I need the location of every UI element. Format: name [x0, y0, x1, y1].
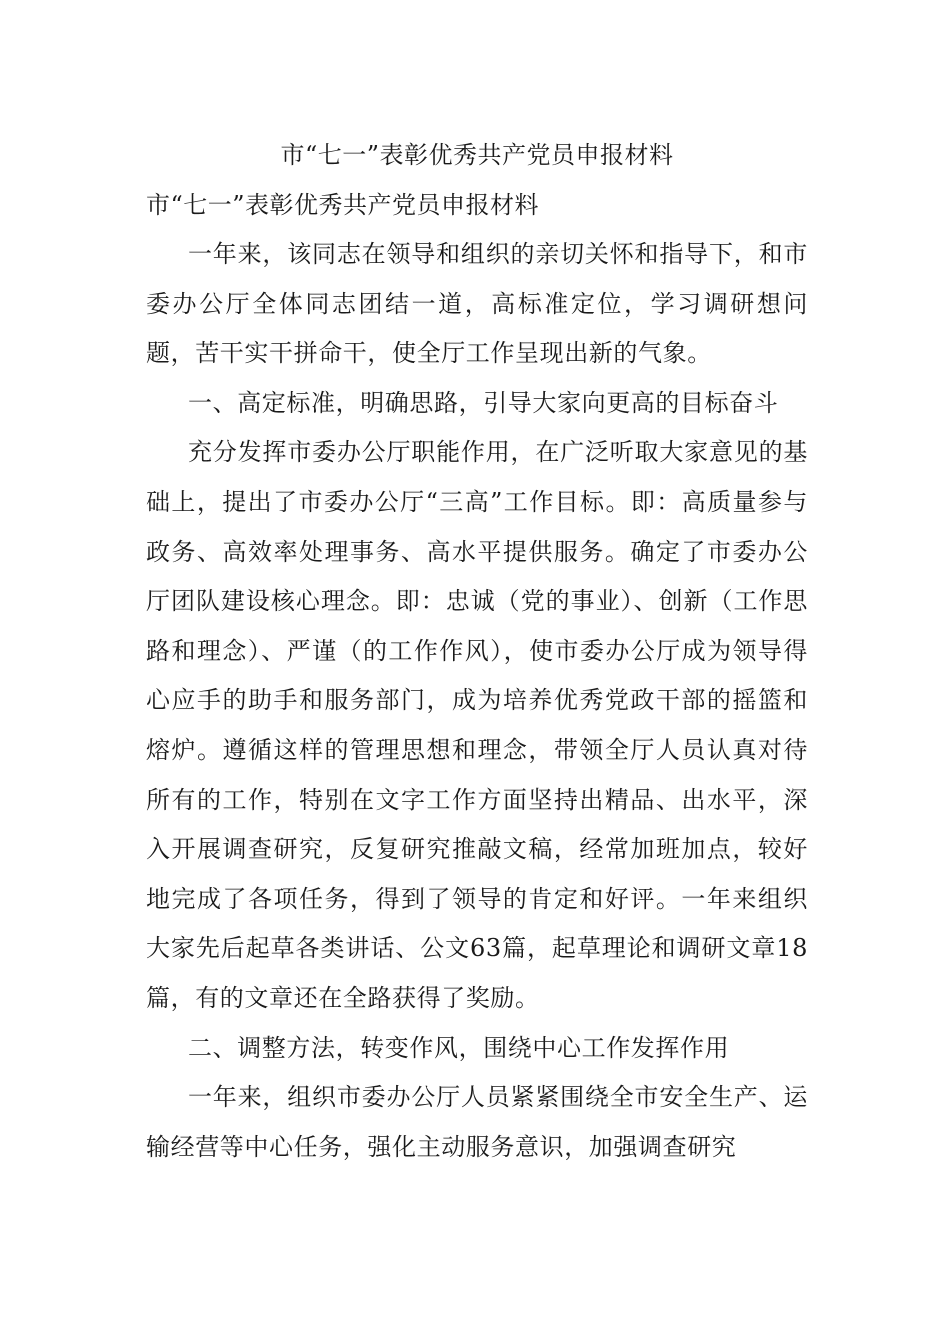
document-subtitle: 市“七一”表彰优秀共产党员申报材料 [146, 191, 540, 219]
section-heading-1: 一、高定标准，明确思路，引导大家向更高的目标奋斗 [188, 388, 779, 417]
body-paragraph-section-2: 一年来，组织市委办公厅人员紧紧围绕全市安全生产、运输经营等中心任务，强化主动服务意识，加强调查研究 [146, 1083, 808, 1161]
document-title: 市“七一”表彰优秀共产党员申报材料 [280, 141, 674, 169]
body-paragraph-intro: 一年来，该同志在领导和组织的亲切关怀和指导下，和市委办公厅全体同志团结一道，高标准定位，学习调研想问题，苦干实干拼命干，使全厅工作呈现出新的气象。 [146, 240, 808, 368]
section-heading-2: 二、调整方法，转变作风，围绕中心工作发挥作用 [188, 1033, 730, 1062]
document-page [146, 130, 808, 1172]
body-paragraph-section-1: 充分发挥市委办公厅职能作用，在广泛听取大家意见的基础上，提出了市委办公厅“三高”工作目标。即：高质量参与政务、高效率处理事务、高水平提供服务。确定了市委办公厅团队建设核心理念。即：忠诚（党的事业）、创新（工作思路和理念）、严谨（的工作作风），使市委办公厅成为领导得心应手的助手和服务部门，成为培养优秀党政干部的摇篮和熔炉。遵循这样的管理思想和理念，带领全厅人员认真对待所有的工作，特别在文字工作方面坚持出精品、出水平，深入开展调查研究，反复研究推敲文稿，经常加班加点，较好地完成了各项任务，得到了领导的肯定和好评。一年来组织大家先后起草各类讲话、公文63篇，起草理论和调研文章18篇，有的文章还在全路获得了奖励。 [146, 438, 808, 1012]
